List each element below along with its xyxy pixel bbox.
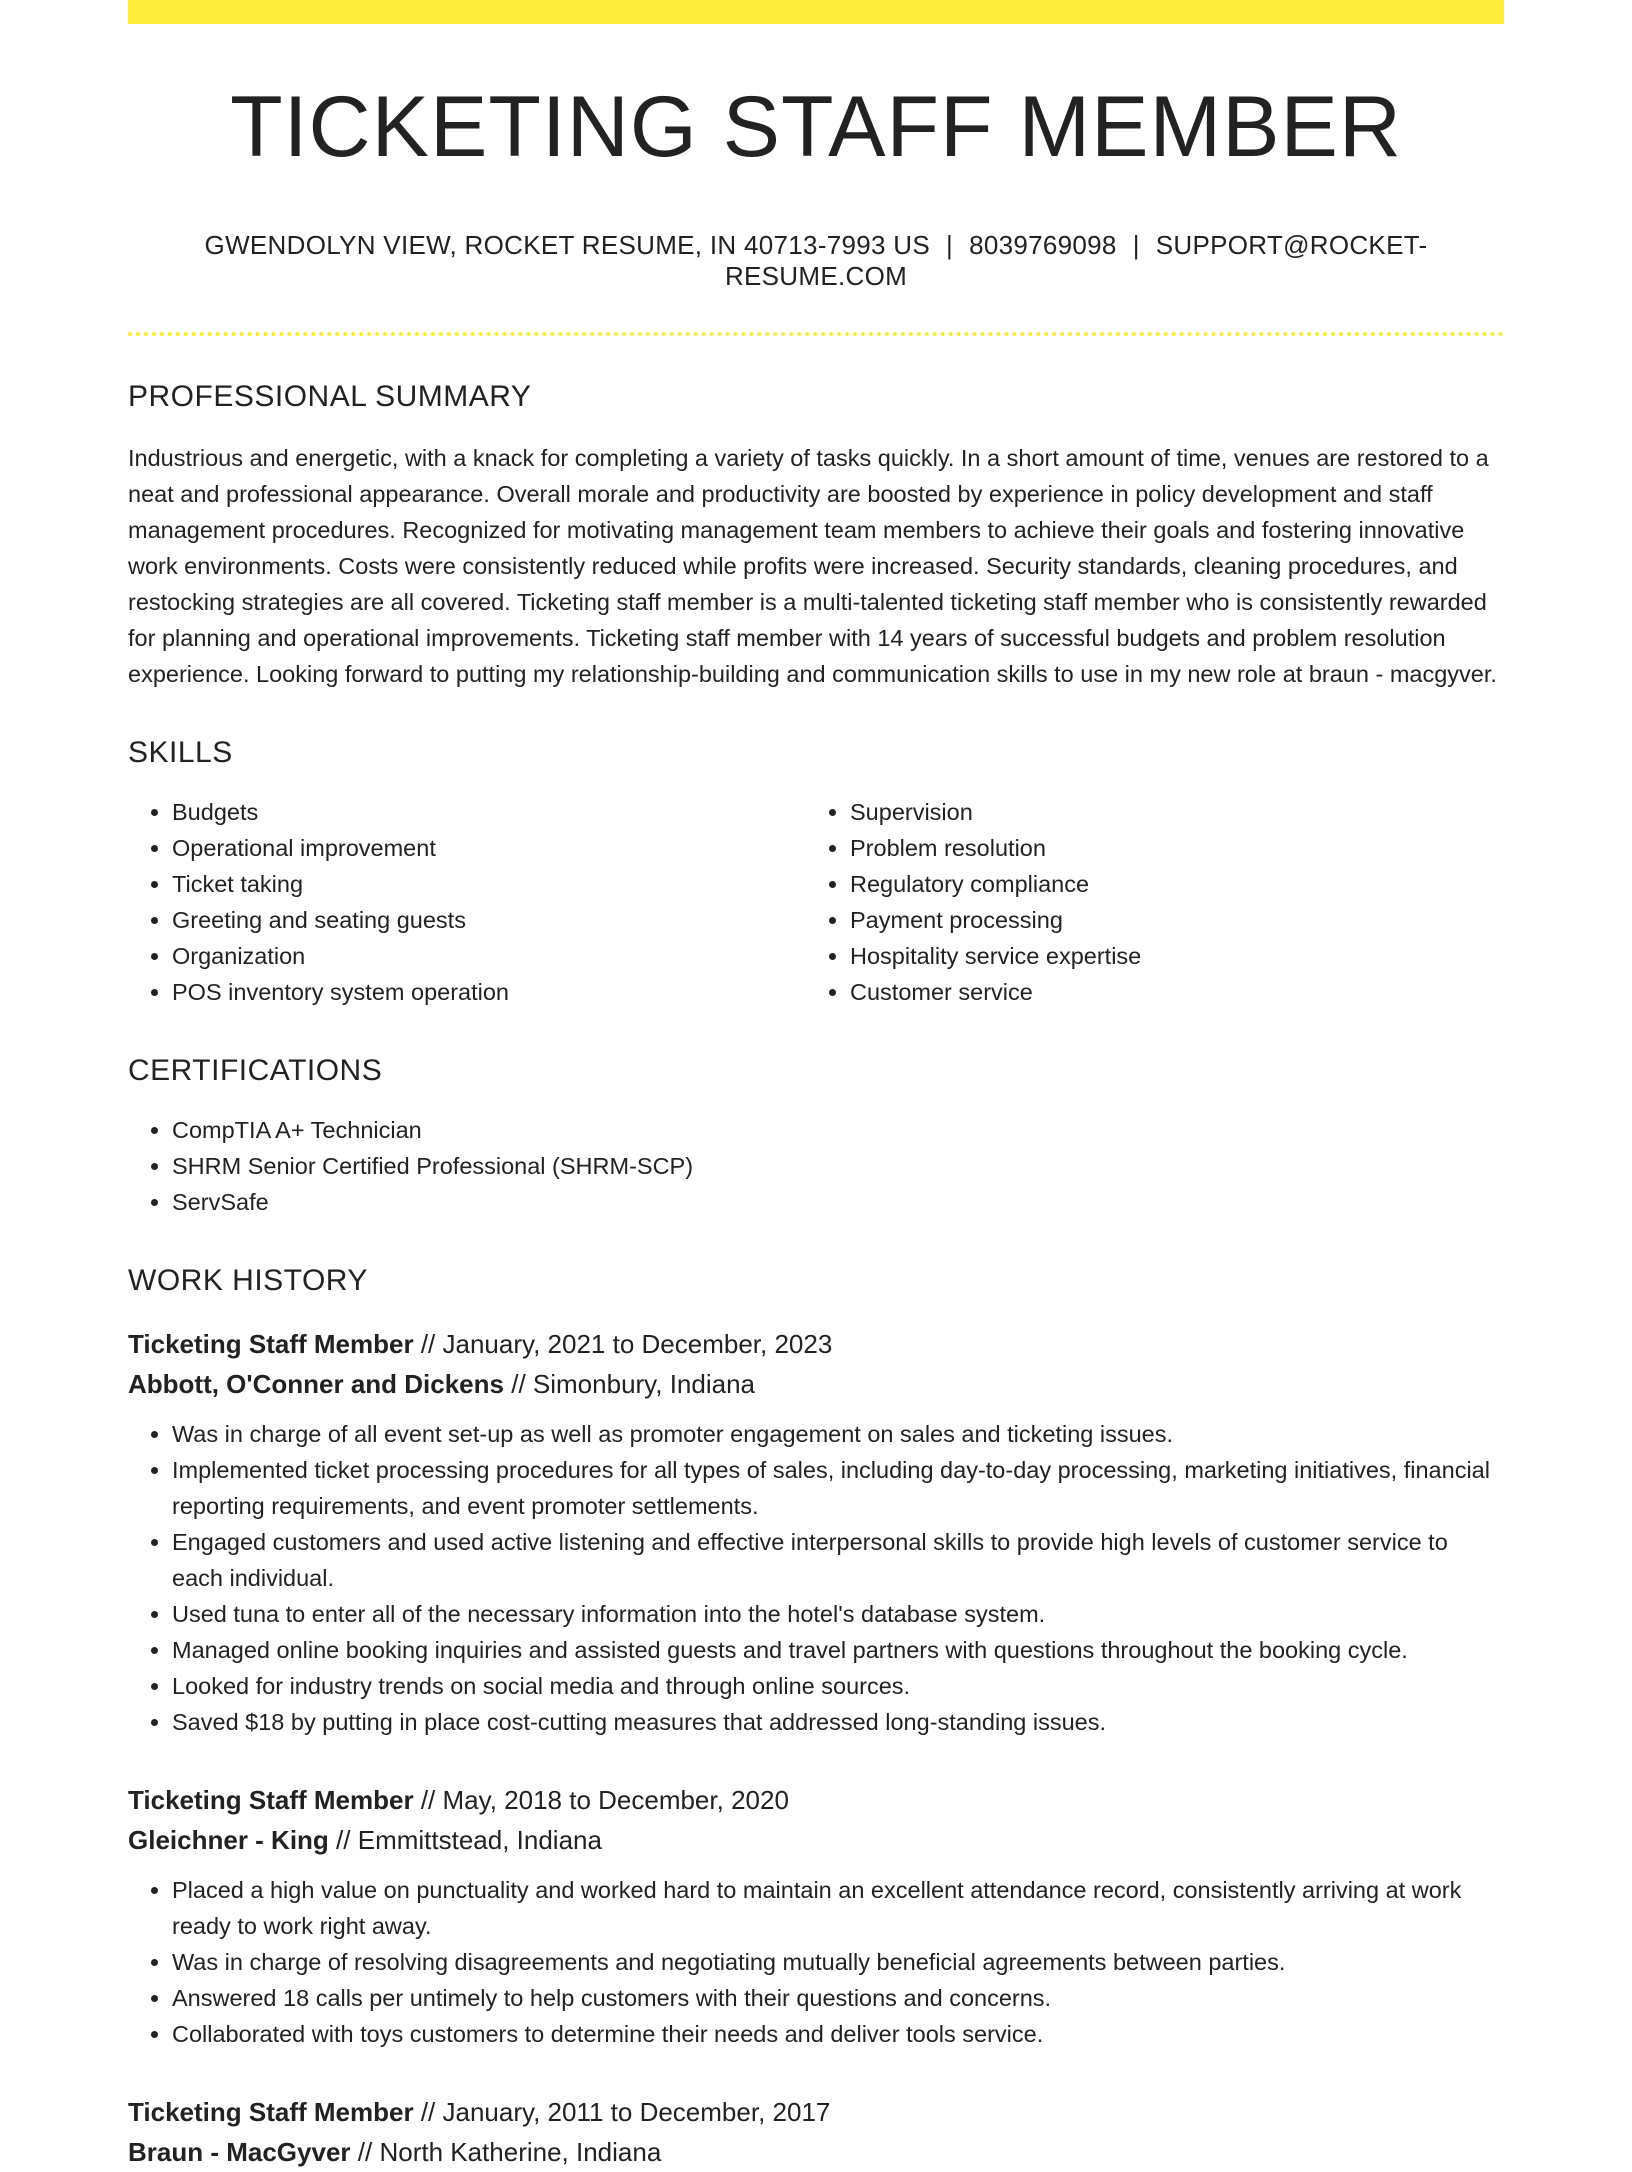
summary-text: Industrious and energetic, with a knack for completing a variety of tasks quickly. In a short amount of time, venues are restored to a neat and professional appearance. Overall morale and productivity are boosted by experience in policy development and staff management procedures. Recognized for motivating management team members to achieve their goals and fostering innovative work environments. Costs were consistently reduced while profits were increased. Security standards, cleaning procedures, and restocking strategies are all covered. Ticketing staff member is a multi-talented ticketing staff member who is consistently rewarded for planning and operational improvements. Ticketing staff member with 14 years of successful budgets and problem resolution experience. Looking forward to putting my relationship-building and communication skills to use in my new role at braun - macgyver. [128, 445, 1497, 687]
skill-item: • Regulatory compliance [850, 866, 1484, 902]
job-bullet: • Answered 18 calls per untimely to help customers with their questions and concerns. [172, 1980, 1504, 2016]
skill-item: • Operational improvement [172, 830, 806, 866]
job-dates: May, 2018 to December, 2020 [442, 1785, 789, 1815]
skill-item: • Budgets [172, 794, 806, 830]
job-separator: // [511, 1369, 526, 1399]
contact-email[interactable]: SUPPORT@ROCKET-RESUME.COM [724, 230, 1428, 291]
job-dates: January, 2021 to December, 2023 [442, 1329, 833, 1359]
contact-address: GWENDOLYN VIEW, ROCKET RESUME, IN 40713-7993 US [204, 230, 931, 260]
skill-item: • Hospitality service expertise [850, 938, 1484, 974]
skill-item: • Greeting and seating guests [172, 902, 806, 938]
job-bullet: • Engaged customers and used active listening and effective interpersonal skills to provide high levels of customer service to each individual. [172, 1524, 1504, 1596]
job-company: Gleichner - King [128, 1825, 329, 1855]
job-role-line [128, 2092, 1504, 2132]
job-role-line [128, 1780, 1504, 1820]
job-bullet: • Used tuna to enter all of the necessary information into the hotel's database system. [172, 1596, 1504, 1632]
contact-separator: | [1132, 230, 1140, 260]
contact-separator: | [946, 230, 954, 260]
certification-item: • ServSafe [172, 1184, 1504, 1220]
contact-phone: 8039769098 [969, 230, 1117, 260]
job-separator: // [336, 1825, 351, 1855]
summary-heading: PROFESSIONAL SUMMARY [128, 380, 532, 413]
job-bullet: • Collaborated with toys customers to determine their needs and deliver tools service. [172, 2016, 1504, 2052]
job-entry [128, 1780, 1504, 2052]
skill-item: • Organization [172, 938, 806, 974]
job-role-line [128, 1324, 1504, 1364]
job-location: Emmittstead, Indiana [357, 1825, 602, 1855]
certification-item: • CompTIA A+ Technician [172, 1112, 1504, 1148]
skill-item: • POS inventory system operation [172, 974, 806, 1010]
job-company-line [128, 1820, 1504, 1860]
certifications-heading: CERTIFICATIONS [128, 1054, 383, 1087]
skills-list [128, 794, 1504, 1010]
job-bullets [128, 1416, 1504, 1740]
job-role: Ticketing Staff Member [128, 1785, 414, 1815]
job-bullet: • Was in charge of resolving disagreements and negotiating mutually beneficial agreements between parties. [172, 1944, 1504, 1980]
job-separator: // [420, 1329, 436, 1359]
job-dates: January, 2011 to December, 2017 [442, 2097, 831, 2127]
skill-item: • Problem resolution [850, 830, 1484, 866]
job-bullet: • Implemented ticket processing procedures for all types of sales, including day-to-day processing, marketing initiatives, financial reporting requirements, and event promoter settlements. [172, 1452, 1504, 1524]
job-separator: // [420, 1785, 436, 1815]
header-divider [128, 332, 1504, 336]
job-bullet: • Saved $18 by putting in place cost-cutting measures that addressed long-standing issues. [172, 1704, 1504, 1740]
resume-page [128, 0, 1504, 2172]
skills-heading: SKILLS [128, 736, 233, 769]
job-entry [128, 1324, 1504, 1740]
skill-item: • Supervision [850, 794, 1484, 830]
skill-item: • Ticket taking [172, 866, 806, 902]
skills-column-right [806, 794, 1484, 1010]
job-location: Simonbury, Indiana [532, 1369, 755, 1399]
resume-title: TICKETING STAFF MEMBER [230, 79, 1402, 175]
job-role: Ticketing Staff Member [128, 2097, 414, 2127]
job-separator: // [420, 2097, 436, 2127]
certification-item: • SHRM Senior Certified Professional (SHRM-SCP) [172, 1148, 1504, 1184]
job-company: Abbott, O'Conner and Dickens [128, 1369, 504, 1399]
job-bullet: • Managed online booking inquiries and assisted guests and travel partners with questions throughout the booking cycle. [172, 1632, 1504, 1668]
work-history-heading: WORK HISTORY [128, 1264, 368, 1297]
job-company-line [128, 1364, 1504, 1404]
contact-line [128, 230, 1504, 292]
skill-item: • Customer service [850, 974, 1484, 1010]
job-bullet: • Was in charge of all event set-up as well as promoter engagement on sales and ticketing issues. [172, 1416, 1504, 1452]
job-bullet: • Looked for industry trends on social media and through online sources. [172, 1668, 1504, 1704]
job-entry [128, 2092, 1504, 2172]
job-role: Ticketing Staff Member [128, 1329, 414, 1359]
certifications-list [128, 1112, 1504, 1220]
accent-bar [128, 0, 1504, 24]
job-separator: // [357, 2137, 373, 2167]
skills-column-left [128, 794, 806, 1010]
job-bullet: • Placed a high value on punctuality and worked hard to maintain an excellent attendance record, consistently arriving at work ready to work right away. [172, 1872, 1504, 1944]
job-location: North Katherine, Indiana [379, 2137, 662, 2167]
job-company-line [128, 2132, 1504, 2172]
skill-item: • Payment processing [850, 902, 1484, 938]
job-bullets [128, 1872, 1504, 2052]
job-company: Braun - MacGyver [128, 2137, 351, 2167]
